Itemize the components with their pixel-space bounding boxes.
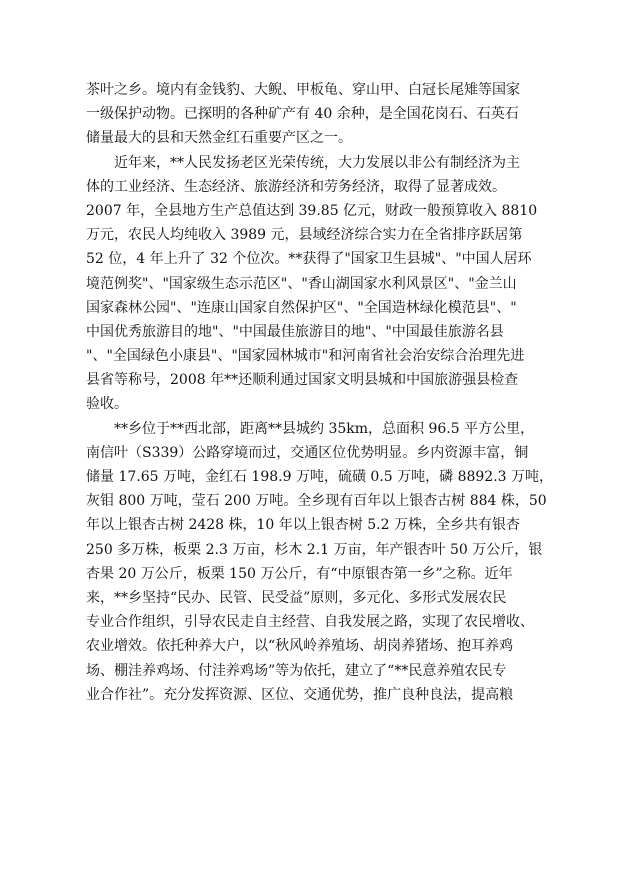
text-line: 万元，农民人均纯收入 3989 元，县域经济综合实力在全省排序跃居第 xyxy=(86,227,523,244)
text-line: 境范例奖"、"国家级生态示范区"、"香山湖国家水利风景区"、"金兰山 xyxy=(86,275,517,292)
text-line: 场、棚洼养鸡场、付洼养鸡场”等为依托，建立了“**民意养殖农民专 xyxy=(86,662,507,679)
text-line: 验收。 xyxy=(86,396,128,413)
text-line: 年以上银杏古树 2428 株，10 年以上银杏树 5.2 万株，全乡共有银杏 xyxy=(86,517,520,534)
text-line: 储量 17.65 万吨，金红石 198.9 万吨，硫磺 0.5 万吨，磷 8892.3 万吨， xyxy=(86,469,554,485)
text-line: **乡位于**西北部，距离**县城约 35km，总面积 96.5 平方公里， xyxy=(114,420,535,437)
text-line: 县省等称号，2008 年**还顺利通过国家文明县城和中国旅游强县检查 xyxy=(86,372,519,389)
text-line: 250 多万株，板栗 2.3 万亩，杉木 2.1 万亩，年产银杏叶 50 万公斤，银 xyxy=(86,541,543,558)
text-line: 杏果 20 万公斤，板栗 150 万公斤，有“中原银杏第一乡”之称。近年 xyxy=(86,565,513,582)
text-line: 一级保护动物。已探明的各种矿产有 40 余种，是全国花岗石、石英石 xyxy=(86,106,519,123)
text-line: 2007 年，全县地方生产总值达到 39.85 亿元，财政一般预算收入 8810 xyxy=(86,202,538,219)
text-line: 体的工业经济、生态经济、旅游经济和劳务经济，取得了显著成效。 xyxy=(86,178,506,195)
text-line: 近年来，**人民发扬老区光荣传统，大力发展以非公有制经济为主 xyxy=(114,154,520,171)
text-line: 储量最大的县和天然金红石重要产区之一。 xyxy=(86,130,352,147)
text-line: 专业合作组织，引导农民走自主经营、自我发展之路，实现了农民增收、 xyxy=(86,614,534,631)
body-text xyxy=(86,78,554,707)
text-line: 茶叶之乡。境内有金钱豹、大鲵、甲板龟、穿山甲、白冠长尾雉等国家 xyxy=(86,82,520,98)
text-line: "、"全国绿色小康县"、"国家园林城市"和河南省社会治安综合治理先进 xyxy=(86,348,525,365)
text-line: 灰钼 800 万吨，莹石 200 万吨。全乡现有百年以上银杏古树 884 株，50 xyxy=(86,493,547,510)
text-line: 国家森林公园"、"连康山国家自然保护区"、"全国造林绿化模范县"、" xyxy=(86,299,517,316)
text-line: 南信叶（S339）公路穿境而过，交通区位优势明显。乡内资源丰富，铜 xyxy=(86,444,529,461)
text-line: 业合作社”。充分发挥资源、区位、交通优势，推广良种良法，提高粮 xyxy=(86,686,514,703)
text-line: 来，**乡坚持“民办、民管、民受益”原则，多元化、多形式发展农民 xyxy=(86,589,507,606)
text-line: 农业增效。依托种养大户，以“秋风岭养殖场、胡岗养猪场、抱耳养鸡 xyxy=(86,638,514,655)
text-line: 中国优秀旅游目的地"、"中国最佳旅游目的地"、"中国最佳旅游名县 xyxy=(86,323,504,340)
text-line: 52 位，4 年上升了 32 个位次。**获得了"国家卫生县城"、"中国人居环 xyxy=(86,251,532,268)
